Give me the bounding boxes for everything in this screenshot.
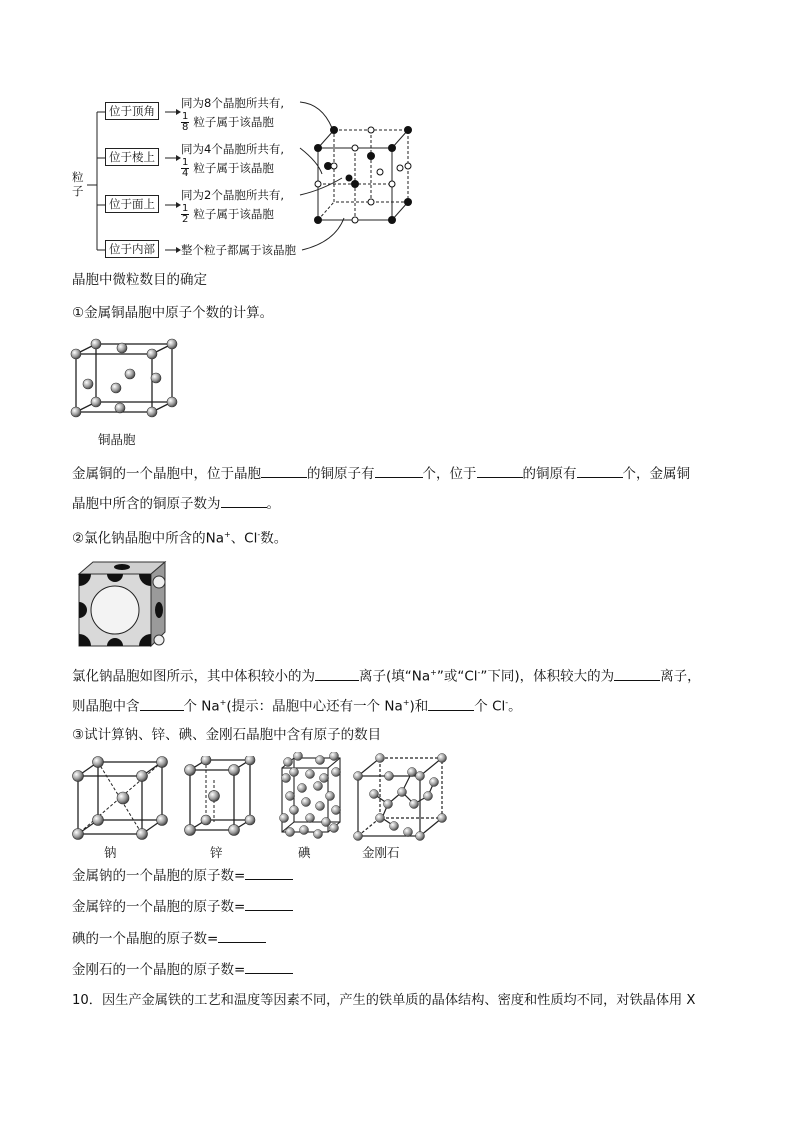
- blank[interactable]: [261, 463, 307, 478]
- sodium-unit-cell: [70, 756, 170, 844]
- unit-cell-position-diagram: [60, 92, 420, 262]
- q1-line-2: 晶胞中所含的铜原子数为 。: [72, 493, 280, 514]
- face-rule: 同为2个晶胞所共有, $\frac{1}{2}$ 粒子属于该晶胞: [181, 188, 284, 225]
- blank[interactable]: [428, 696, 474, 711]
- face-position-box: 位于面上: [105, 195, 159, 213]
- section-title: 晶胞中微粒数目的确定: [72, 272, 207, 288]
- copper-caption: 铜晶胞: [98, 432, 136, 447]
- iodine-unit-cell: [274, 752, 346, 842]
- iodine-answer: 碘的一个晶胞的原子数=: [72, 928, 266, 949]
- q10-text: 10．因生产金属铁的工艺和温度等因素不同，产生的铁单质的晶体结构、密度和性质均不同，对铁晶体用 X: [72, 993, 696, 1008]
- interior-rule: 整个粒子都属于该晶胞: [181, 243, 296, 257]
- nacl-unit-cell: [77, 560, 167, 648]
- corner-position-box: 位于顶角: [105, 102, 159, 120]
- particle-label: 粒子: [72, 170, 84, 198]
- blank[interactable]: [140, 696, 184, 711]
- interior-position-box: 位于内部: [105, 240, 159, 258]
- zinc-caption: 锌: [210, 845, 223, 860]
- zinc-answer: 金属锌的一个晶胞的原子数=: [72, 896, 293, 917]
- blank[interactable]: [218, 928, 266, 943]
- blank[interactable]: [245, 959, 293, 974]
- diamond-answer: 金刚石的一个晶胞的原子数=: [72, 959, 293, 980]
- corner-rule: 同为8个晶胞所共有, $\frac{1}{8}$ 粒子属于该晶胞: [181, 96, 284, 133]
- blank[interactable]: [614, 666, 660, 681]
- iodine-caption: 碘: [298, 845, 311, 860]
- edge-rule: 同为4个晶胞所共有, $\frac{1}{4}$ 粒子属于该晶胞: [181, 142, 284, 179]
- blank[interactable]: [375, 463, 423, 478]
- diamond-caption: 金刚石: [362, 845, 400, 860]
- blank[interactable]: [245, 896, 293, 911]
- q3-title: ③试计算钠、锌、碘、金刚石晶胞中含有原子的数目: [72, 727, 382, 743]
- blank[interactable]: [221, 493, 267, 508]
- q2-title: ②氯化钠晶胞中所含的Na+、Cl-数。: [72, 530, 288, 547]
- sodium-caption: 钠: [104, 845, 117, 860]
- q1-line-1: 金属铜的一个晶胞中，位于晶胞 的铜原子有 个，位于 的铜原有 个，金属铜: [72, 463, 690, 484]
- sodium-answer: 金属钠的一个晶胞的原子数=: [72, 865, 293, 886]
- blank[interactable]: [245, 865, 293, 880]
- blank[interactable]: [577, 463, 623, 478]
- zinc-unit-cell: [184, 756, 264, 844]
- blank[interactable]: [315, 666, 359, 681]
- copper-unit-cell: [68, 338, 178, 420]
- blank[interactable]: [477, 463, 523, 478]
- diamond-unit-cell: [352, 752, 452, 842]
- lattice-cube: [308, 124, 418, 234]
- q1-title: ①金属铜晶胞中原子个数的计算。: [72, 305, 274, 321]
- edge-position-box: 位于棱上: [105, 148, 159, 166]
- q2-line-1: 氯化钠晶胞如图所示，其中体积较小的为 离子(填“Na+”或“Cl-”下同)，体积较大的为 离子，: [72, 663, 701, 687]
- q2-line-2: 则晶胞中含 个 Na+(提示：晶胞中心还有一个 Na+)和 个 Cl-。: [72, 693, 522, 717]
